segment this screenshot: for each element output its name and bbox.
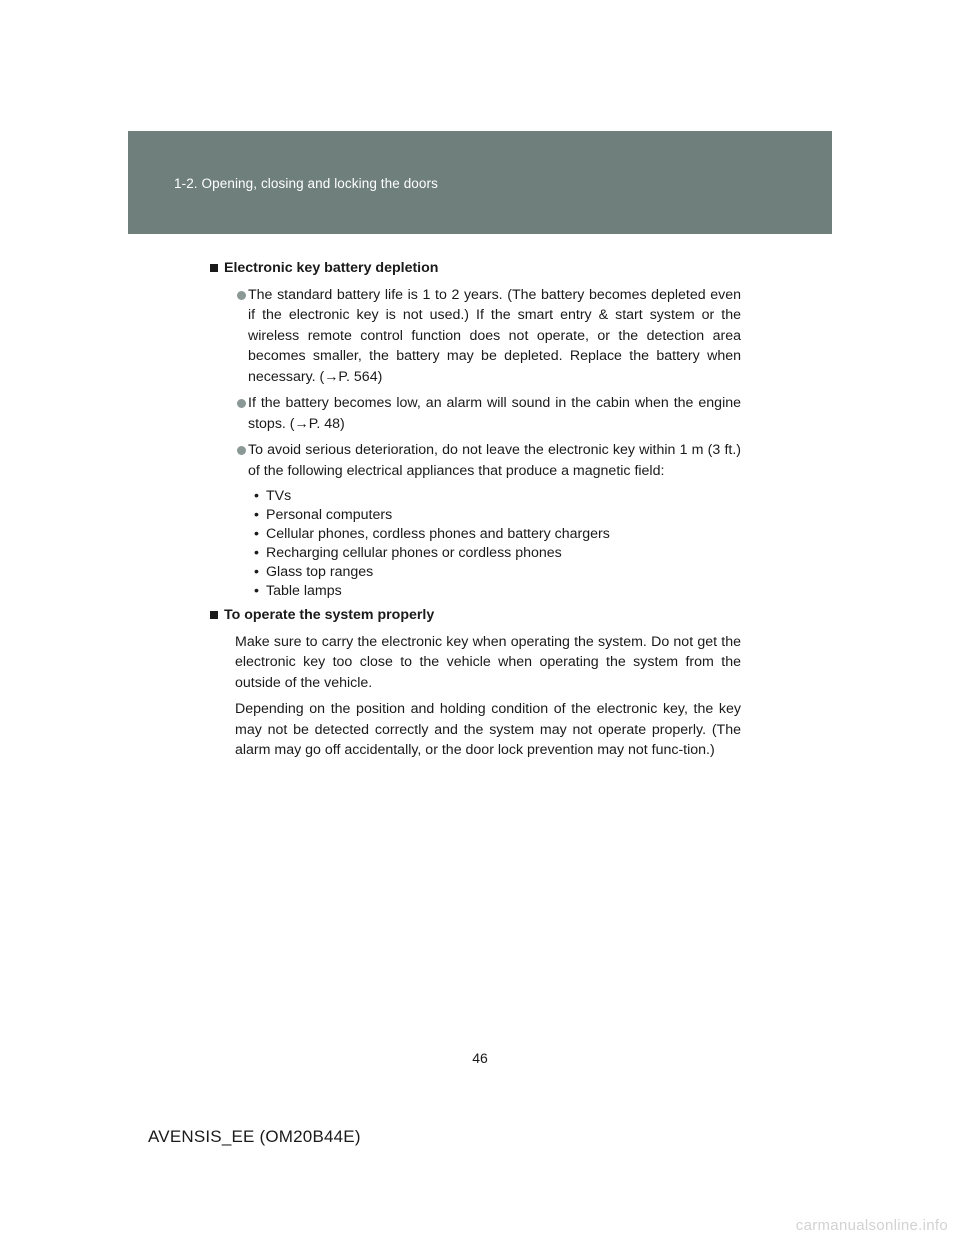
bullet-magnetic-field — [208, 440, 741, 481]
heading-operate-properly — [208, 605, 741, 626]
round-bullet-icon — [237, 291, 246, 300]
heading-battery-depletion — [208, 258, 741, 279]
list-item: • TVs — [254, 487, 741, 506]
round-bullet-icon — [237, 399, 246, 408]
list-item: • Table lamps — [254, 582, 741, 601]
watermark: carmanualsonline.info — [795, 1217, 948, 1234]
bullet-text: The standard battery life is 1 to 2 years. (The battery becomes depleted even if the electronic key is not used.) If the smart entry & start system or the wireless remote control function does not operate, or the detection area becomes smaller, the battery may be depleted. Replace the battery when necessary. (→P. 564) — [248, 286, 741, 385]
square-bullet-icon — [210, 264, 218, 272]
page-number: 46 — [472, 1050, 488, 1066]
bullet-text: To avoid serious deterioration, do not leave the electronic key within 1 m (3 ft.) of the following electrical appliances that produce a magnetic field: — [248, 442, 741, 479]
bullet-text: If the battery becomes low, an alarm will sound in the cabin when the engine stops. (→P. 48) — [248, 395, 741, 432]
bullet-battery-life — [208, 285, 741, 388]
heading-text: Electronic key battery depletion — [224, 260, 439, 276]
bullet-low-battery-alarm — [208, 393, 741, 434]
heading-text: To operate the system properly — [224, 607, 435, 623]
paragraph-carry-key: Make sure to carry the electronic key when operating the system. Do not get the electronic key too close to the vehicle when operating the system from the outside of the vehicle. — [235, 633, 741, 691]
list-item: • Personal computers — [254, 506, 741, 525]
list-item: • Cellular phones, cordless phones and battery chargers — [254, 525, 741, 544]
list-item: • Recharging cellular phones or cordless phones — [254, 544, 741, 563]
page-content — [208, 258, 741, 767]
manual-code: AVENSIS_EE (OM20B44E) — [148, 1127, 361, 1146]
paragraph-key-detection: Depending on the position and holding condition of the electronic key, the key may not be detected correctly and the system may not operate properly. (The alarm may go off accidentally, or the door lock prevention may not func-tion.) — [235, 701, 741, 758]
appliance-list — [208, 487, 741, 601]
round-bullet-icon — [237, 446, 246, 455]
header-band — [128, 131, 832, 234]
section-title: 1-2. Opening, closing and locking the doors — [174, 176, 438, 191]
square-bullet-icon — [210, 611, 218, 619]
list-item: • Glass top ranges — [254, 563, 741, 582]
